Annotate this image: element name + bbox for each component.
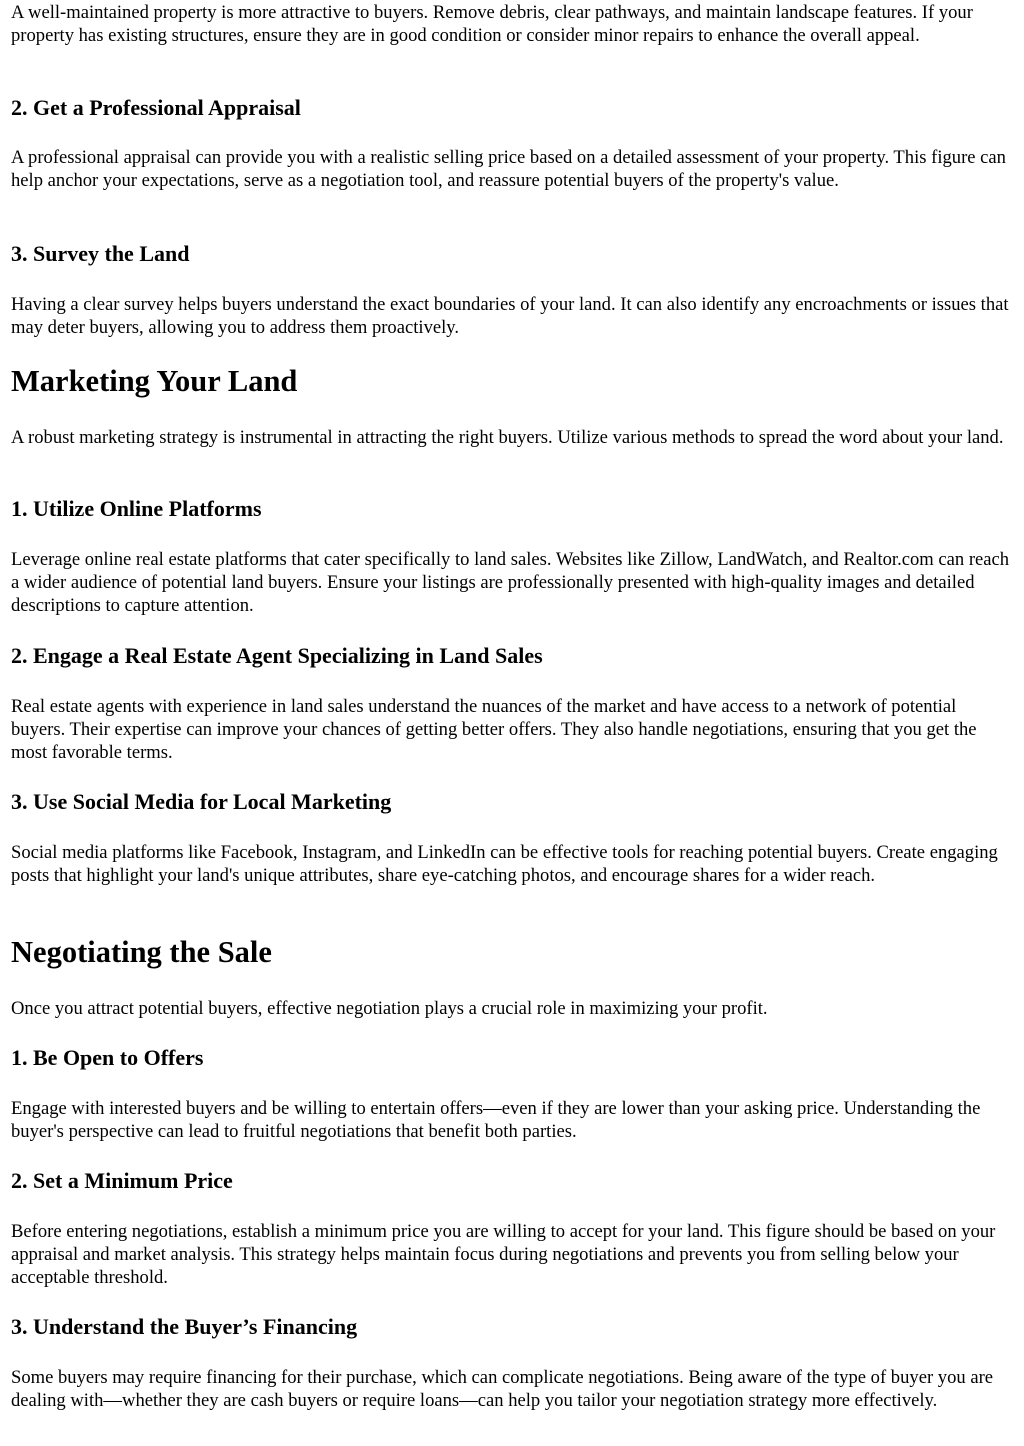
paragraph-open-to-offers: Engage with interested buyers and be willing to entertain offers—even if they are lower than your asking price. Understanding the buyer's perspective can lead to fruitful negotiations that benefit both parties.: [11, 1098, 981, 1142]
paragraph-appraisal: A professional appraisal can provide you with a realistic selling price based on a detailed assessment of your property. This figure can help anchor your expectations, serve as a negotiation tool, and reassure potential buyers of the property's value.: [11, 147, 1006, 191]
intro-paragraph: A well-maintained property is more attractive to buyers. Remove debris, clear pathways, and maintain landscape features. If your property has existing structures, ensure they are in good condition or consider minor repairs to enhance the overall appeal.: [11, 2, 973, 46]
section-heading-appraisal: 2. Get a Professional Appraisal: [11, 95, 301, 120]
paragraph-marketing-intro: A robust marketing strategy is instrumental in attracting the right buyers. Utilize various methods to spread the word about your land.: [11, 427, 1004, 448]
section-heading-survey: 3. Survey the Land: [11, 241, 190, 266]
section-heading-social-media: 3. Use Social Media for Local Marketing: [11, 789, 392, 814]
paragraph-real-estate-agent: Real estate agents with experience in land sales understand the nuances of the market and have access to a network of potential buyers. Their expertise can improve your chances of getting better offers. They also handle negotiations, ensuring that you get the most favorable terms.: [11, 696, 977, 763]
section-heading-online-platforms: 1. Utilize Online Platforms: [11, 496, 262, 521]
paragraph-social-media: Social media platforms like Facebook, Instagram, and LinkedIn can be effective tools for reaching potential buyers. Create engaging posts that highlight your land's unique attributes, share eye-catching photos, and encourage shares for a wider reach.: [11, 842, 998, 886]
section-heading-real-estate-agent: 2. Engage a Real Estate Agent Specializing in Land Sales: [11, 643, 543, 668]
section-heading-minimum-price: 2. Set a Minimum Price: [11, 1168, 233, 1193]
paragraph-minimum-price: Before entering negotiations, establish a minimum price you are willing to accept for your land. This figure should be based on your appraisal and market analysis. This strategy helps maintain focus during negotiations and prevents you from selling below your acceptable threshold.: [11, 1221, 996, 1288]
paragraph-online-platforms: Leverage online real estate platforms that cater specifically to land sales. Websites like Zillow, LandWatch, and Realtor.com can reach a wider audience of potential land buyers. Ensure your listings are professionally presented with high-quality images and detailed descriptions to capture attention.: [11, 549, 1010, 616]
heading-marketing: Marketing Your Land: [11, 364, 298, 398]
section-heading-open-to-offers: 1. Be Open to Offers: [11, 1045, 204, 1070]
paragraph-survey: Having a clear survey helps buyers understand the exact boundaries of your land. It can also identify any encroachments or issues that may deter buyers, allowing you to address them proactively.: [11, 294, 1009, 338]
paragraph-negotiating-intro: Once you attract potential buyers, effective negotiation plays a crucial role in maximizing your profit.: [11, 998, 768, 1019]
heading-negotiating: Negotiating the Sale: [11, 935, 272, 969]
paragraph-buyer-financing: Some buyers may require financing for their purchase, which can complicate negotiations. Being aware of the type of buyer you are dealing with—whether they are cash buyers or require loans—can help you tailor your negotiation strategy more effectively.: [11, 1367, 994, 1411]
section-heading-buyer-financing: 3. Understand the Buyer’s Financing: [11, 1314, 358, 1339]
